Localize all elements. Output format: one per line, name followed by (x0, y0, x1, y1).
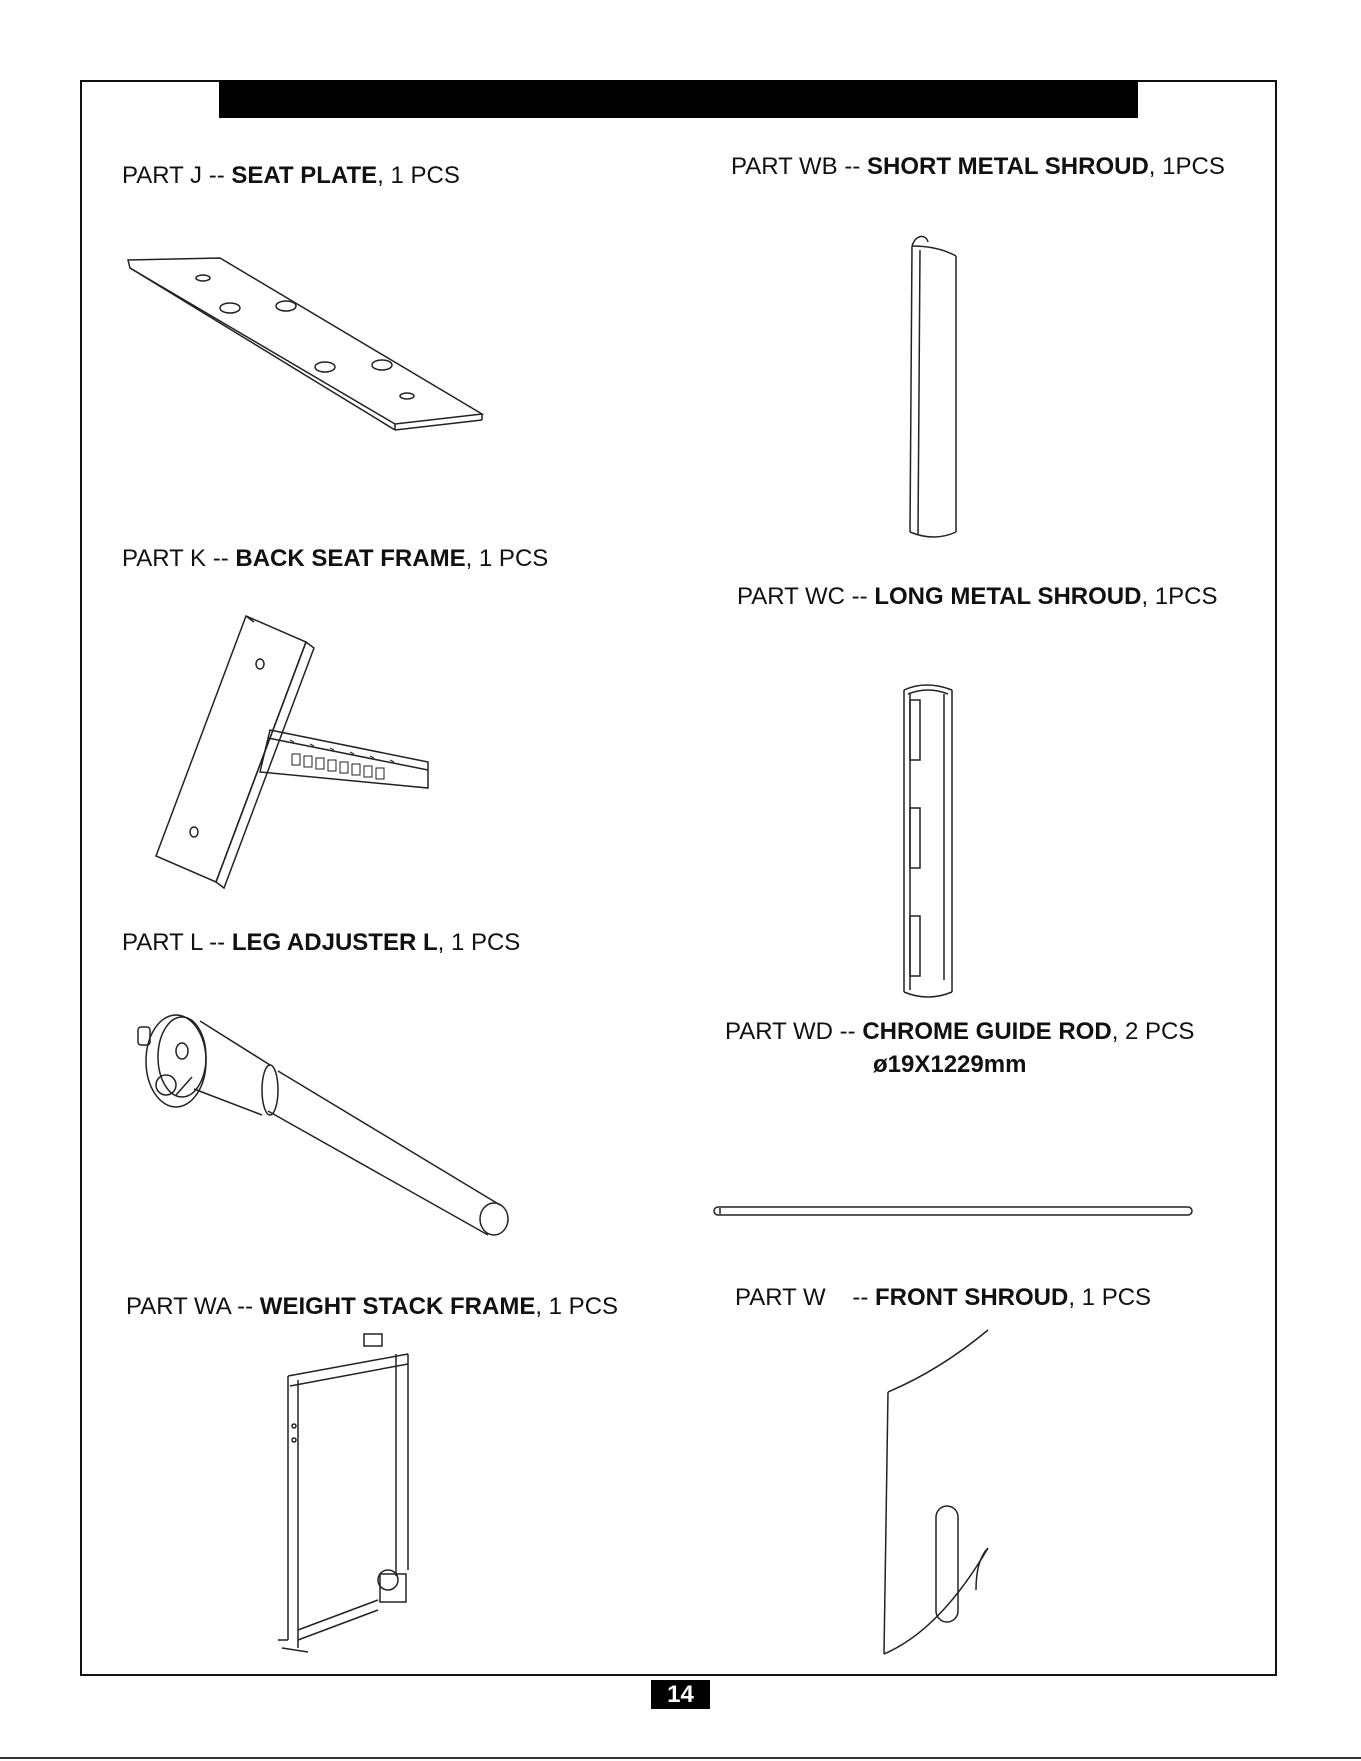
part-wb-quantity: , 1PCS (1148, 153, 1225, 180)
part-j-name: SEAT PLATE (231, 162, 378, 189)
part-k-label (122, 547, 548, 571)
header-bar (219, 80, 1138, 118)
part-wa-label (126, 1295, 618, 1319)
part-wd-label (725, 1020, 1194, 1044)
part-l-name: LEG ADJUSTER L (231, 929, 438, 956)
part-wc-quantity: , 1PCS (1141, 583, 1218, 610)
part-wb-label (731, 155, 1225, 179)
page-number: 14 (651, 1680, 710, 1709)
part-k-prefix: PART K -- (122, 545, 236, 572)
part-wb-name: SHORT METAL SHROUD (867, 153, 1149, 180)
guide-rod-drawing (712, 1204, 1196, 1220)
weight-stack-frame-drawing (268, 1330, 438, 1660)
short-shroud-drawing (898, 232, 968, 544)
part-w-prefix: PART W -- (735, 1284, 876, 1311)
leg-adjuster-drawing (130, 1005, 520, 1235)
back-seat-frame-drawing (150, 612, 450, 892)
part-wd-prefix: PART WD -- (725, 1018, 863, 1045)
part-l-label (122, 931, 520, 955)
part-l-quantity: , 1 PCS (437, 929, 521, 956)
part-j-quantity: , 1 PCS (377, 162, 460, 189)
part-wd-quantity: , 2 PCS (1111, 1018, 1195, 1045)
seat-plate-drawing (120, 250, 490, 430)
part-w-label (735, 1286, 1151, 1310)
part-j-label (122, 164, 460, 188)
part-wa-quantity: , 1 PCS (535, 1293, 619, 1320)
part-wc-label (737, 585, 1217, 609)
part-wb-prefix: PART WB -- (731, 153, 868, 180)
part-wc-prefix: PART WC -- (737, 583, 875, 610)
part-k-name: BACK SEAT FRAME (235, 545, 466, 572)
part-wa-name: WEIGHT STACK FRAME (259, 1293, 536, 1320)
part-w-quantity: , 1 PCS (1068, 1284, 1152, 1311)
bottom-rule (0, 1757, 1361, 1759)
long-shroud-drawing (896, 680, 966, 1000)
part-wa-prefix: PART WA -- (126, 1293, 260, 1320)
part-w-name: FRONT SHROUD (875, 1284, 1069, 1311)
part-wc-name: LONG METAL SHROUD (874, 583, 1142, 610)
part-wd-dimension: ø19X1229mm (873, 1051, 1027, 1078)
front-shroud-drawing (880, 1330, 990, 1660)
part-wd-name: CHROME GUIDE ROD (862, 1018, 1112, 1045)
part-k-quantity: , 1 PCS (465, 545, 549, 572)
part-l-prefix: PART L -- (122, 929, 232, 956)
part-j-prefix: PART J -- (122, 162, 232, 189)
